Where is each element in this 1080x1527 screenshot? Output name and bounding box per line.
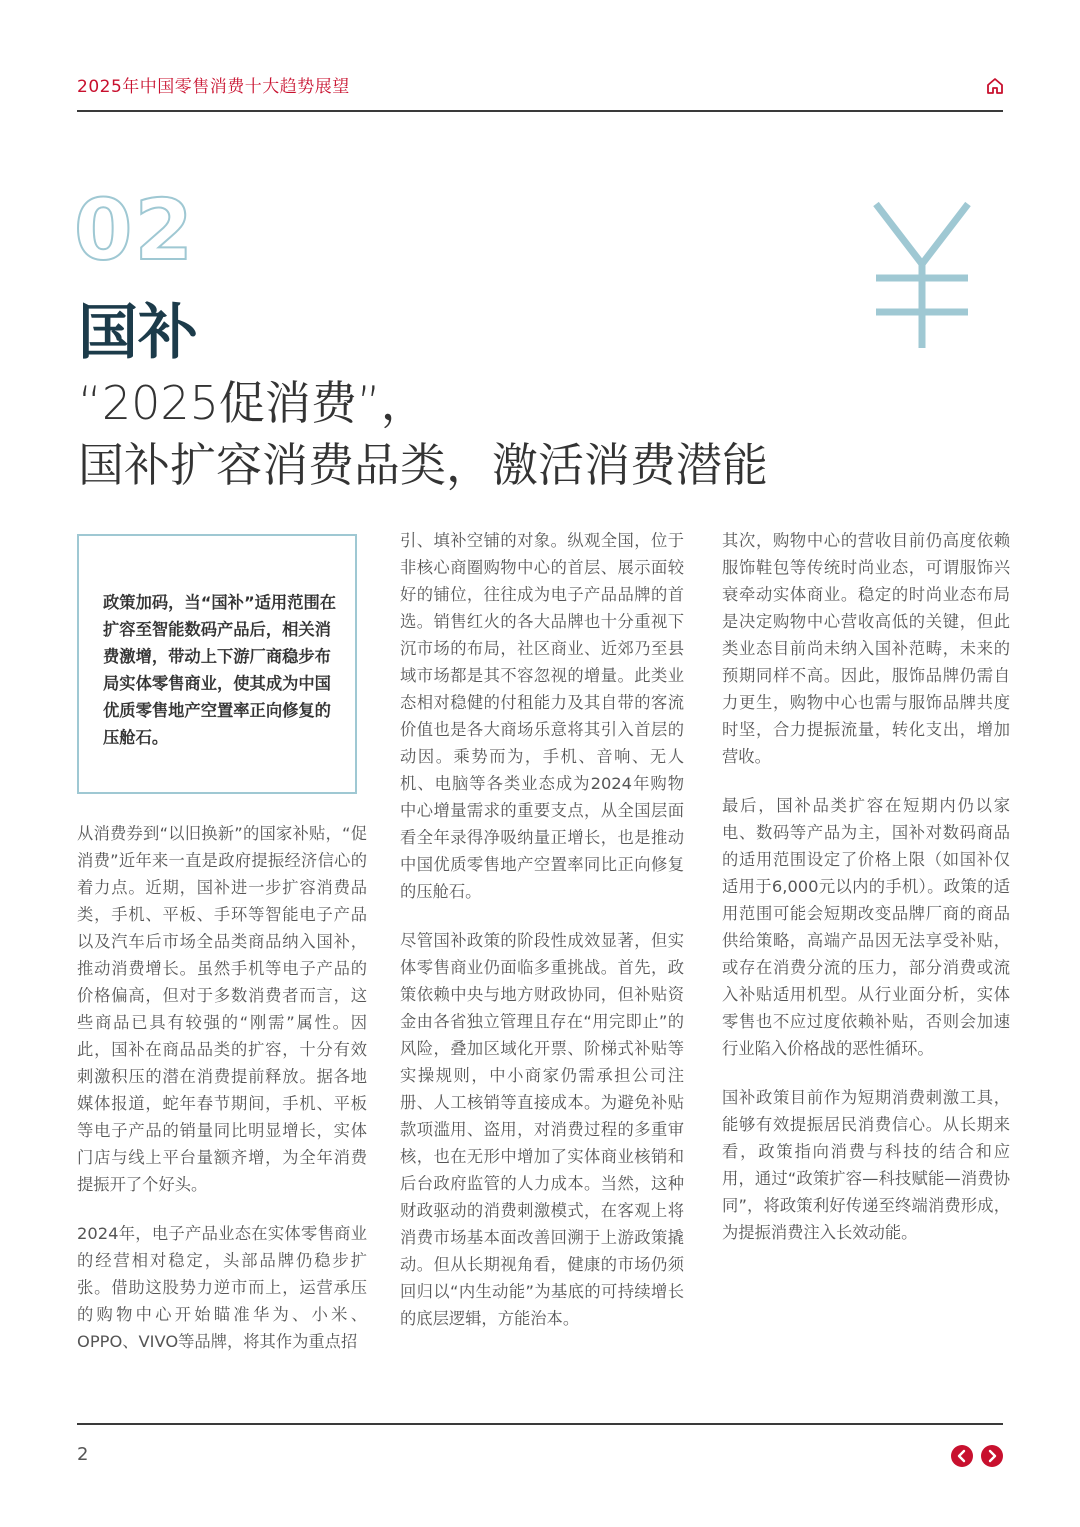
paragraph: 尽管国补政策的阶段性成效显著，但实体零售商业仍面临多重挑战。首先，政策依赖中央与地方财政协同，但补贴资金由各省独立管理且存在“用完即止”的风险，叠加区域化开票、阶梯式补贴等实操规则，中小商家仍需承担公司注册、人工核销等直接成本。为避免补贴款项滥用、盗用，对消费过程的多重审核，也在无形中增加了实体商业核销和后台政府监管的人力成本。当然，这种财政驱动的消费刺激模式，在客观上将消费市场基本面改善回溯于上游政策撬动。但从长期视角看，健康的市场仍须回归以“内生动能”为基底的可持续增长的底层逻辑，方能治本。: [400, 931, 684, 1328]
chevron-right-icon: [981, 1445, 1003, 1467]
callout-text: 政策加码，当“国补”适用范围在扩容至智能数码产品后，相关消费激增，带动上下游厂商稳步布局实体零售商业，使其成为中国优质零售地产空置率正向修复的压舱石。: [103, 593, 337, 747]
paragraph: 2024年，电子产品业态在实体零售商业的经营相对稳定，头部品牌仍稳步扩张。借助这股势力逆市而上，运营承压的购物中心开始瞄准华为、小米、OPPO、VIVO等品牌，将其作为重点招: [77, 1224, 367, 1351]
page-number: 2: [77, 1444, 89, 1465]
home-icon[interactable]: [985, 76, 1005, 96]
text-column-1: [77, 820, 367, 1377]
text-column-2: [400, 527, 684, 1354]
paragraph: 最后，国补品类扩容在短期内仍以家电、数码等产品为主，国补对数码商品的适用范围设定了价格上限（如国补仅适用于6,000元以内的手机）。政策的适用范围可能会短期改变品牌厂商的商品供给策略，高端产品因无法享受补贴，或存在消费分流的压力，部分消费或流入补贴适用机型。从行业面分析，实体零售也不应过度依赖补贴，否则会加速行业陷入价格战的恶性循环。: [722, 796, 1010, 1058]
text-column-3: [722, 527, 1010, 1268]
chevron-left-icon: [951, 1445, 973, 1467]
next-page-button[interactable]: [981, 1445, 1003, 1467]
subtitle-line-2: 国补扩容消费品类，激活消费潜能: [78, 438, 768, 492]
section-title: 国补: [78, 298, 198, 368]
paragraph: 国补政策目前作为短期消费刺激工具，能够有效提振居民消费信心。从长期来看，政策指向消费与科技的结合和应用，通过“政策扩容—科技赋能—消费协同”，将政策利好传递至终端消费形成，为提振消费注入长效动能。: [722, 1088, 1010, 1242]
paragraph: 从消费券到“以旧换新”的国家补贴，“促消费”近年来一直是政府提振经济信心的着力点。近期，国补进一步扩容消费品类，手机、平板、手环等智能电子产品以及汽车后市场全品类商品纳入国补，推动消费增长。虽然手机等电子产品的价格偏高，但对于多数消费者而言，这些商品已具有较强的“刚需”属性。因此，国补在商品品类的扩容，十分有效刺激积压的潜在消费提前释放。据各地媒体报道，蛇年春节期间，手机、平板等电子产品的销量同比明显增长，实体门店与线上平台量额齐增，为全年消费提振开了个好头。: [77, 824, 367, 1194]
yen-icon: [862, 198, 982, 350]
subtitle-line-1: “2025促消费”，: [78, 376, 427, 430]
section-subtitle: [78, 372, 978, 496]
paragraph: 其次，购物中心的营收目前仍高度依赖服饰鞋包等传统时尚业态，可谓服饰兴衰牵动实体商业。稳定的时尚业态布局是决定购物中心营收高低的关键，但此类业态目前尚未纳入国补范畴，未来的预期同样不高。因此，服饰品牌仍需自力更生，购物中心也需与服饰品牌共度时坚，合力提振流量，转化支出，增加营收。: [722, 531, 1010, 766]
section-number: 02: [74, 181, 195, 279]
callout-box: [77, 534, 357, 794]
header-divider: [77, 110, 1003, 112]
previous-page-button[interactable]: [951, 1445, 973, 1467]
paragraph: 引、填补空铺的对象。纵观全国，位于非核心商圈购物中心的首层、展示面较好的铺位，往往成为电子产品品牌的首选。销售红火的各大品牌也十分重视下沉市场的布局，社区商业、近郊乃至县域市场都是其不容忽视的增量。此类业态相对稳健的付租能力及其自带的客流价值也是各大商场乐意将其引入首层的动因。乘势而为，手机、音响、无人机、电脑等各类业态成为2024年购物中心增量需求的重要支点，从全国层面看全年录得净吸纳量正增长，也是推动中国优质零售地产空置率同比正向修复的压舱石。: [400, 531, 684, 901]
footer-divider: [77, 1423, 1003, 1425]
header-title: 2025年中国零售消费十大趋势展望: [77, 77, 350, 97]
